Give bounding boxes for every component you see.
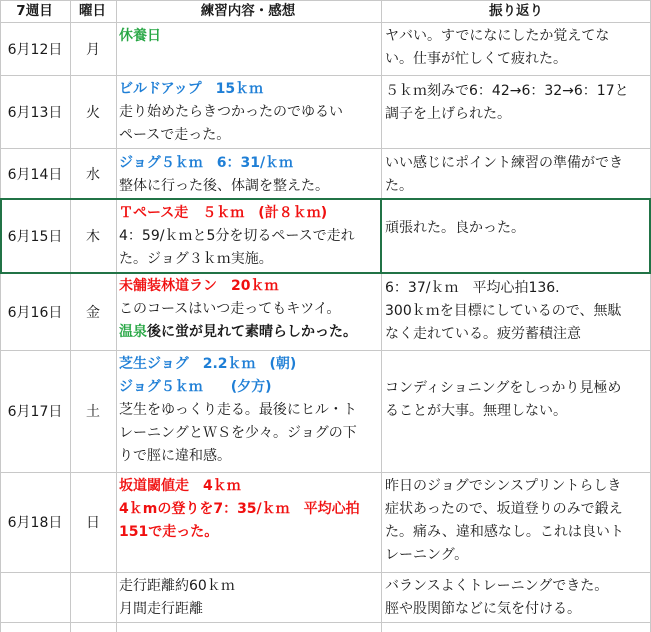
date-text: 6月17日 (7, 404, 63, 420)
review-line: いい感じにポイント練習の準備ができ (385, 155, 623, 171)
practice-line (119, 445, 380, 468)
practice-text: 走行距離約60ｋｍ (119, 578, 235, 594)
practice-text: 4：59/ｋｍと5分を切るペースで走れ (119, 228, 355, 244)
review-cell[interactable] (385, 80, 649, 148)
header-week[interactable]: 7週目 (16, 3, 53, 19)
day-of-week-cell[interactable] (70, 472, 116, 572)
review-line: コンディショニングをしっかり見極め (385, 380, 622, 396)
day-of-week-text: 土 (86, 404, 100, 420)
practice-line (119, 321, 380, 344)
review-line: 6：37/ｋｍ 平均心拍136. (385, 280, 560, 296)
date-cell[interactable] (0, 273, 70, 350)
practice-text: 走り始めたらきつかったのでゆるい (119, 104, 343, 120)
day-of-week-text: 水 (86, 166, 100, 183)
review-line: 調子を上げられた。 (385, 106, 511, 122)
practice-cell[interactable] (119, 78, 380, 148)
row-gridline (0, 472, 651, 473)
practice-line (119, 275, 380, 298)
date-text: 6月15日 (7, 229, 63, 245)
date-cell[interactable] (0, 572, 70, 622)
row-gridline (0, 75, 651, 76)
practice-line (119, 422, 380, 445)
day-of-week-text: 月 (86, 41, 100, 58)
practice-cell[interactable] (119, 275, 380, 350)
selected-row-highlight (0, 198, 380, 274)
practice-text: 芝生をゆっくり走る。最後にヒル・ト (119, 402, 357, 418)
active-cell-border (380, 198, 651, 274)
practice-line (119, 598, 380, 621)
practice-line (119, 475, 380, 498)
review-line: い。仕事が忙しくて疲れた。 (385, 51, 567, 67)
header-day-of-week[interactable]: 曜日 (79, 3, 106, 19)
review-cell[interactable] (385, 575, 649, 622)
practice-text: ジョグ５ｋｍ 6：31/ｋｍ (119, 155, 294, 171)
practice-line (119, 498, 380, 521)
day-of-week-text: 木 (86, 229, 100, 245)
practice-line (119, 399, 380, 422)
review-cell[interactable] (385, 25, 649, 75)
review-line: ることが大事。無理しない。 (385, 403, 567, 419)
review-line: ヤバい。すでになにしたか覚えてな (385, 28, 610, 44)
review-cell[interactable] (385, 277, 649, 350)
practice-text: た。ジョグ３ｋｍ実施。 (119, 251, 273, 267)
column-gridline (116, 0, 117, 632)
row-gridline (0, 0, 651, 1)
practice-text: このコースはいつ走ってもキツイ。 (119, 301, 341, 317)
practice-cell[interactable] (119, 575, 380, 622)
date-text: 6月16日 (7, 304, 63, 321)
day-of-week-text: 金 (86, 304, 100, 321)
review-line: 脛や股関節などに気を付ける。 (385, 601, 581, 617)
practice-text: レーニングとＷＳを少々。ジョグの下 (119, 425, 357, 441)
practice-text: 後に蛍が見れて素晴らしかった。 (147, 324, 357, 340)
row-gridline (0, 622, 651, 623)
practice-text: 未舗装林道ラン 20ｋｍ (119, 278, 279, 294)
date-text: 6月12日 (7, 41, 63, 58)
practice-line (119, 152, 380, 175)
review-line: 症状あったので、坂道登りのみで鍛え (385, 501, 623, 517)
day-of-week-cell[interactable] (70, 273, 116, 350)
review-cell[interactable] (385, 152, 649, 199)
date-cell[interactable] (0, 350, 70, 472)
review-cell[interactable] (385, 475, 649, 572)
row-gridline (0, 148, 651, 149)
day-of-week-cell[interactable] (70, 75, 116, 148)
practice-line (119, 124, 380, 147)
review-line: 300ｋｍを目標にしているので、無駄 (385, 303, 622, 319)
day-of-week-text: 火 (86, 104, 100, 121)
practice-text: 温泉 (119, 324, 147, 340)
practice-text: りで脛に違和感。 (119, 448, 231, 464)
practice-text: Ｔペース走 ５ｋｍ (計８ｋｍ) (119, 205, 328, 221)
day-of-week-cell[interactable] (70, 22, 116, 75)
day-of-week-cell[interactable] (70, 350, 116, 472)
practice-text: 休養日 (119, 28, 161, 44)
practice-text: ジョグ５ｋｍ (夕方) (119, 379, 272, 395)
date-text: 6月14日 (7, 166, 63, 183)
header-review[interactable]: 振り返り (489, 3, 543, 19)
selected-row-left-edge (0, 198, 2, 274)
practice-line (119, 25, 380, 48)
practice-text: 4ｋmの登りを7：35/ｋｍ 平均心拍 (119, 501, 360, 517)
practice-cell[interactable] (119, 25, 380, 75)
practice-line (119, 521, 380, 544)
row-gridline (0, 22, 651, 23)
review-line: バランスよくトレーニングできた。 (385, 578, 609, 594)
day-of-week-text: 日 (86, 515, 100, 531)
date-text: 6月18日 (7, 515, 63, 531)
column-gridline (70, 0, 71, 632)
header-practice[interactable]: 練習内容・感想 (200, 3, 296, 19)
date-cell[interactable] (0, 22, 70, 75)
practice-text: ペースで走った。 (119, 127, 231, 143)
review-line: た。痛み、違和感なし。これは良いト (385, 524, 624, 540)
column-gridline (0, 0, 1, 632)
review-line: 昨日のジョグでシンスプリントらしき (385, 478, 622, 494)
row-gridline (0, 350, 651, 351)
date-cell[interactable] (0, 472, 70, 572)
practice-text: 151で走った。 (119, 524, 219, 540)
practice-line (119, 353, 380, 376)
practice-text: 整体に行った後、体調を整えた。 (119, 178, 329, 194)
practice-cell[interactable] (119, 152, 380, 199)
review-line: ５ｋｍ刻みで6：42→6：32→6：17と (385, 83, 629, 99)
date-cell[interactable] (0, 75, 70, 148)
day-of-week-cell[interactable] (70, 572, 116, 622)
practice-text: 芝生ジョグ 2.2ｋｍ (朝) (119, 356, 297, 372)
practice-text: 坂道閾値走 4ｋｍ (119, 478, 241, 494)
practice-line (119, 78, 380, 101)
practice-text: 月間走行距離 (119, 601, 203, 617)
practice-line (119, 575, 380, 598)
review-line: 頑張れた。良かった。 (385, 220, 525, 236)
review-line: た。 (385, 178, 413, 194)
practice-text: ビルドアップ 15ｋｍ (119, 81, 264, 97)
date-text: 6月13日 (7, 104, 63, 121)
date-cell[interactable] (0, 148, 70, 199)
practice-line (119, 376, 380, 399)
review-line: なく走れている。疲労蓄積注意 (385, 326, 581, 342)
day-of-week-cell[interactable] (70, 148, 116, 199)
row-gridline (0, 572, 651, 573)
practice-cell[interactable] (119, 475, 380, 572)
practice-line (119, 175, 380, 198)
practice-cell[interactable] (119, 353, 380, 472)
review-line: レーニング。 (385, 547, 469, 563)
column-gridline (381, 0, 382, 632)
practice-line (119, 298, 380, 321)
practice-line (119, 101, 380, 124)
review-cell[interactable] (385, 377, 649, 472)
